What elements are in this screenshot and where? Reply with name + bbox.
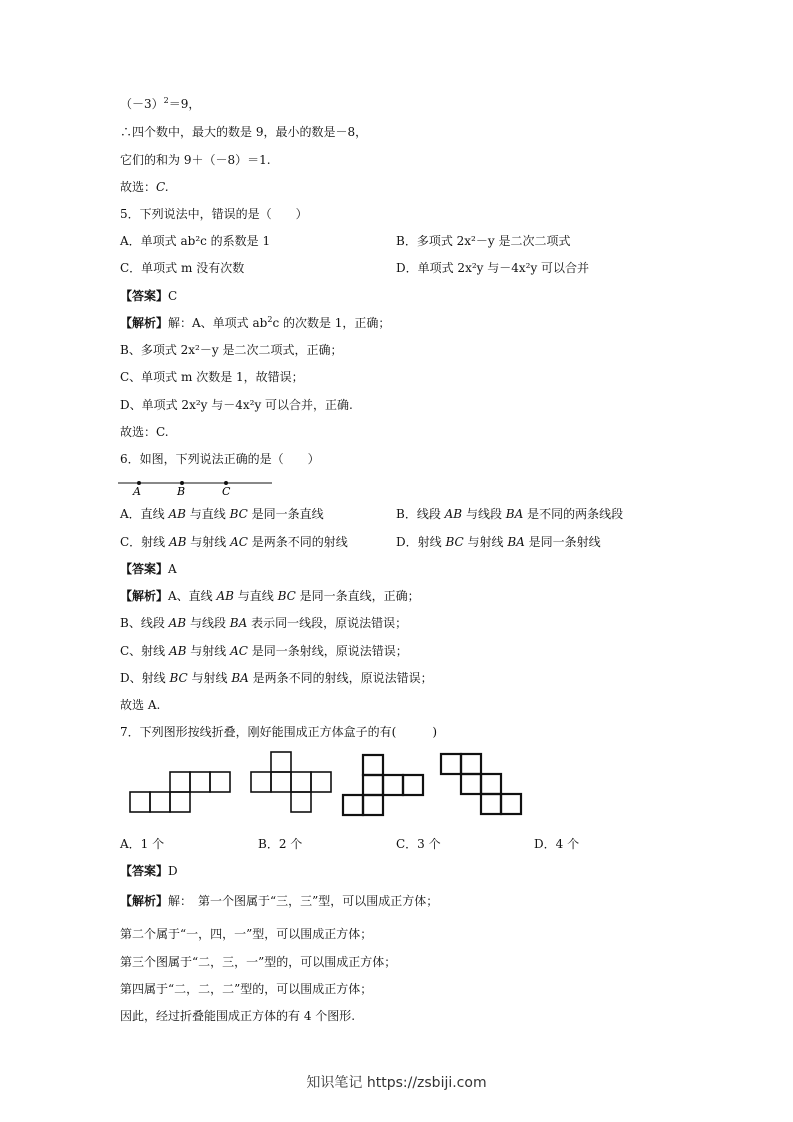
q7-answer: 【答案】D xyxy=(120,864,178,878)
q7-stem: 7．下列图形按线折叠，刚好能围成正方体盒子的有( ) xyxy=(120,725,438,739)
q6-analysis-3: C、射线 AB 与射线 AC 是同一条射线，原说法错误； xyxy=(120,644,408,658)
label-b: B xyxy=(177,485,186,498)
q5-analysis-2: B、多项式 2x²－y 是二次二项式，正确； xyxy=(120,343,343,357)
footer-watermark: 知识笔记 https://zsbiji.com xyxy=(306,1075,487,1091)
q7-option-a: A．1 个 xyxy=(120,837,165,851)
q6-answer: 【答案】A xyxy=(120,562,177,576)
q7-analysis-5: 因此，经过折叠能围成正方体的有 4 个图形. xyxy=(120,1009,356,1023)
q5-option-b: B．多项式 2x²－y 是二次二项式 xyxy=(396,234,571,248)
prev-line-3: 它们的和为 9＋（－8）＝1. xyxy=(120,153,271,167)
q6-option-b: B．线段 AB 与线段 BA 是不同的两条线段 xyxy=(396,507,624,521)
q6-line-figure xyxy=(118,476,278,498)
q7-analysis-4: 第四属于“二，二，二”型的，可以围成正方体； xyxy=(120,982,373,996)
q5-analysis-4: D、单项式 2x²y 与－4x²y 可以合并，正确. xyxy=(120,398,353,412)
q6-option-d: D．射线 BC 与射线 BA 是同一条射线 xyxy=(396,535,601,549)
q5-answer: 【答案】C xyxy=(120,289,178,303)
cube-net-1 xyxy=(129,771,235,813)
q6-analysis-4: D、射线 BC 与射线 BA 是两条不同的射线，原说法错误； xyxy=(120,671,433,685)
q7-option-b: B．2 个 xyxy=(258,837,303,851)
q7-option-d: D．4 个 xyxy=(534,837,580,851)
cube-net-4 xyxy=(440,753,526,815)
label-a: A xyxy=(133,485,141,498)
cube-net-3 xyxy=(342,754,426,816)
q5-option-a: A．单项式 ab²c 的系数是 1 xyxy=(120,234,271,248)
q7-option-c: C．3 个 xyxy=(396,837,441,851)
label-c: C xyxy=(222,485,231,498)
q6-analysis-2: B、线段 AB 与线段 BA 表示同一线段，原说法错误； xyxy=(120,616,408,630)
q7-analysis-3: 第三个图属于“二，三，一”型的，可以围成正方体； xyxy=(120,955,397,969)
prev-line-4: 故选：C. xyxy=(120,180,169,194)
q5-analysis-3: C、单项式 m 次数是 1，故错误； xyxy=(120,370,304,384)
q6-stem: 6．如图，下列说法正确的是（ ） xyxy=(120,452,320,466)
q5-option-d: D．单项式 2x²y 与－4x²y 可以合并 xyxy=(396,261,590,275)
cube-net-2 xyxy=(250,751,334,813)
q6-analysis-5: 故选 A. xyxy=(120,698,161,712)
q6-analysis-1: 【解析】A、直线 AB 与直线 BC 是同一条直线，正确； xyxy=(120,589,420,603)
prev-line-2: ∴四个数中，最大的数是 9，最小的数是－8， xyxy=(120,125,368,139)
q5-stem: 5．下列说法中，错误的是（ ） xyxy=(120,207,308,221)
q6-option-a: A．直线 AB 与直线 BC 是同一条直线 xyxy=(120,507,324,521)
q5-analysis-5: 故选：C. xyxy=(120,425,169,439)
q7-analysis-2: 第二个属于“一，四，一”型，可以围成正方体； xyxy=(120,927,373,941)
q7-analysis-1: 【解析】解： 第一个图属于“三，三”型，可以围成正方体； xyxy=(120,894,439,908)
q5-analysis-1: 【解析】解：A、单项式 $ab^2c$ 的次数是 1，正确； xyxy=(120,315,391,330)
q6-option-c: C．射线 AB 与射线 AC 是两条不同的射线 xyxy=(120,535,348,549)
prev-line-1: $(-3)^2=9$， xyxy=(120,96,201,111)
q5-option-c: C．单项式 m 没有次数 xyxy=(120,261,245,275)
